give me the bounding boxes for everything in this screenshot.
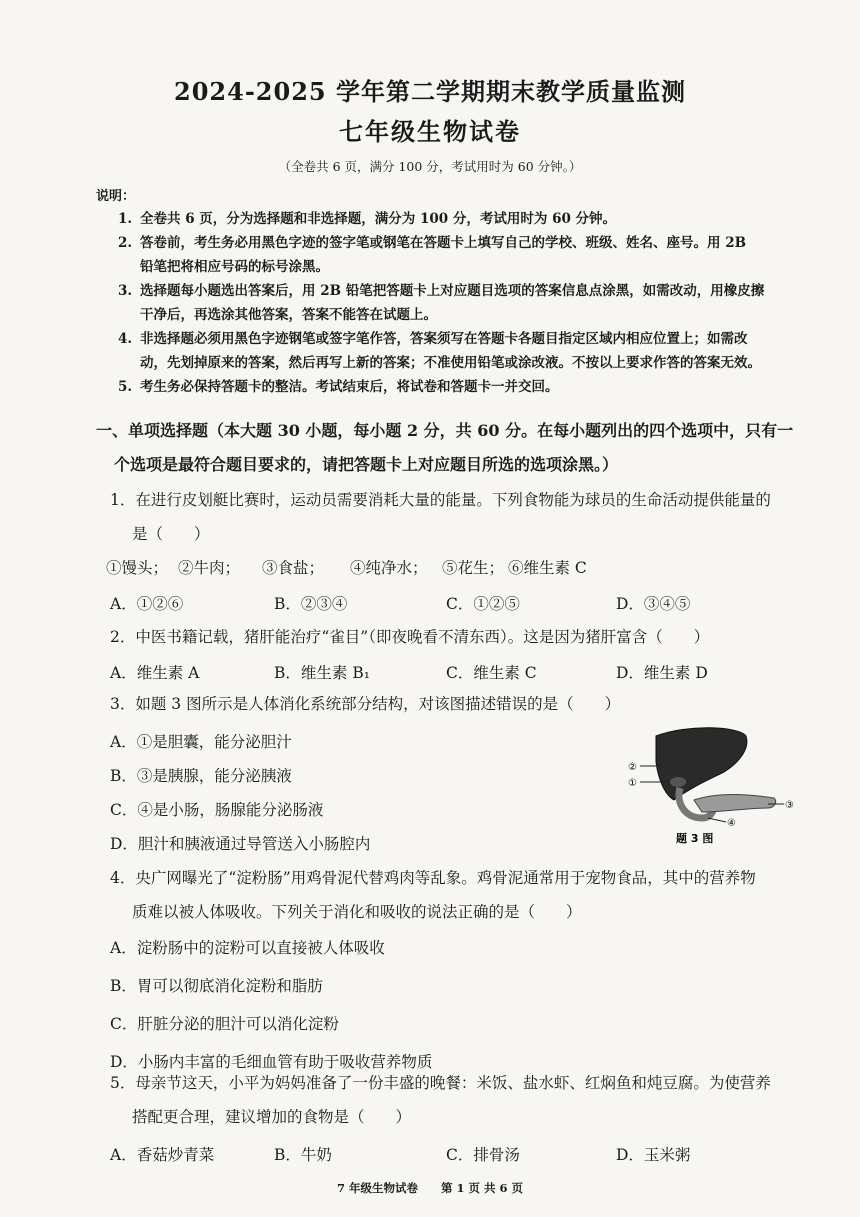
note-text: 考生务必保持答题卡的整洁。考试结束后，将试卷和答题卡一并交回。 — [140, 379, 559, 395]
option-c[interactable]: C．①②⑤ — [446, 595, 520, 613]
option-d[interactable]: D．玉米粥 — [616, 1146, 691, 1164]
figure-label: ① — [628, 778, 637, 789]
page-footer: 7 年级生物试卷 第 1 页 共 6 页 — [336, 1181, 524, 1195]
note-text: 全卷共 6 页，分为选择题和非选择题，满分为 100 分，考试用时为 60 分钟。 — [140, 211, 617, 227]
option-b[interactable]: B．维生素 B₁ — [274, 664, 370, 682]
section-heading-line2: 个选项是最符合题目要求的，请把答题卡上对应题目所选的选项涂黑。） — [114, 455, 619, 474]
note-text: 选择题每小题选出答案后，用 2B 铅笔把答题卡上对应题目选项的答案信息点涂黑，如需改动，用橡皮擦 — [140, 283, 765, 299]
food-item: ⑥维生素 C — [508, 559, 587, 577]
question-4-stem — [110, 861, 820, 929]
note-text: 非选择题必须用黑色字迹钢笔或签字笔作答，答案须写在答题卡各题目指定区域内相应位置上；如需改 — [140, 331, 748, 347]
note-item — [118, 327, 798, 375]
food-item: ④纯净水； — [350, 559, 428, 577]
option-a[interactable]: A．淀粉肠中的淀粉可以直接被人体吸收 — [110, 939, 385, 957]
note-text-cont: 动，先划掉原来的答案，然后再写上新的答案；不准使用铅笔或涂改液。不按以上要求作答的答案无效。 — [140, 355, 761, 371]
note-text: 答卷前，考生务必用黑色字迹的签字笔或钢笔在答题卡上填写自己的学校、班级、姓名、座号。用 2B — [140, 235, 747, 251]
option-a[interactable]: A．维生素 A — [110, 664, 200, 682]
question-1-stem — [110, 483, 810, 551]
option-c[interactable]: C．维生素 C — [446, 664, 537, 682]
note-number: 4. — [118, 331, 133, 347]
option-a[interactable]: A．①是胆囊，能分泌胆汁 — [110, 733, 292, 751]
option-b[interactable]: B．牛奶 — [274, 1146, 332, 1164]
question-4-stem-line2: 质难以被人体吸收。下列关于消化和吸收的说法正确的是（ ） — [132, 903, 582, 921]
gallbladder-shape — [670, 777, 686, 787]
question-1-stem-line1: 1．在进行皮划艇比赛时，运动员需要消耗大量的能量。下列食物能为球员的生命活动提供能量的 — [110, 491, 771, 509]
note-item — [118, 279, 798, 327]
option-d[interactable]: D．③④⑤ — [616, 595, 691, 613]
question-1-options — [110, 592, 736, 614]
note-item — [118, 375, 798, 399]
question-5-stem-line1: 5．母亲节这天，小平为妈妈准备了一份丰盛的晚餐：米饭、盐水虾、红焖鱼和炖豆腐。为使营养 — [110, 1074, 771, 1092]
question-2-options — [110, 661, 746, 683]
question-5-stem-line2: 搭配更合理，建议增加的食物是（ ） — [132, 1108, 412, 1126]
exam-subtitle: （全卷共 6 页，满分 100 分，考试用时为 60 分钟。） — [278, 159, 582, 174]
food-item: ⑤花生； — [442, 559, 505, 577]
option-d[interactable]: D．胆汁和胰液通过导管送入小肠腔内 — [110, 835, 371, 853]
note-number: 3. — [118, 283, 133, 299]
option-b[interactable]: B．③是胰腺，能分泌胰液 — [110, 767, 292, 785]
note-number: 5. — [118, 379, 133, 395]
question-1-items — [106, 556, 628, 578]
section-heading — [96, 414, 806, 482]
figure-label: ④ — [727, 818, 736, 829]
pancreas-shape — [694, 795, 776, 813]
question-2-stem: 2．中医书籍记载，猪肝能治疗“雀目”（即夜晚看不清东西）。这是因为猪肝富含（ ） — [110, 628, 710, 646]
leader-line — [708, 818, 726, 822]
notes-label: 说明： — [96, 189, 136, 204]
option-d[interactable]: D．维生素 D — [616, 664, 708, 682]
question-5-stem — [110, 1066, 820, 1134]
note-text-cont: 铅笔把将相应号码的标号涂黑。 — [140, 259, 329, 275]
food-item: ③食盐； — [262, 559, 325, 577]
exam-subject-title: 七年级生物试卷 — [339, 117, 521, 146]
figure-caption: 题 3 图 — [676, 832, 714, 845]
question-3-options — [110, 725, 590, 861]
food-item: ②牛肉； — [178, 559, 241, 577]
section-heading-line1: 一、单项选择题（本大题 30 小题，每小题 2 分，共 60 分。在每小题列出的四个选项中，只有一 — [96, 421, 794, 440]
liver-shape — [656, 728, 747, 800]
option-b[interactable]: B．胃可以彻底消化淀粉和脂肪 — [110, 977, 323, 995]
food-item: ①馒头； — [106, 559, 169, 577]
note-item — [118, 231, 798, 279]
option-a[interactable]: A．①②⑥ — [110, 595, 184, 613]
question-3-stem: 3．如题 3 图所示是人体消化系统部分结构，对该图描述错误的是（ ） — [110, 695, 621, 713]
option-a[interactable]: A．香菇炒青菜 — [110, 1146, 215, 1164]
note-number: 1. — [118, 211, 133, 227]
notes-list — [118, 207, 798, 399]
figure-label: ② — [628, 762, 637, 773]
digestive-system-figure — [628, 722, 798, 847]
figure-label: ③ — [785, 800, 794, 811]
option-c[interactable]: C．肝脏分泌的胆汁可以消化淀粉 — [110, 1015, 339, 1033]
note-number: 2. — [118, 235, 133, 251]
option-c[interactable]: C．④是小肠，肠腺能分泌肠液 — [110, 801, 324, 819]
liver-pancreas-diagram — [628, 722, 798, 847]
option-c[interactable]: C．排骨汤 — [446, 1146, 520, 1164]
question-1-stem-line2: 是（ ） — [132, 525, 210, 543]
option-b[interactable]: B．②③④ — [274, 595, 348, 613]
note-item — [118, 207, 798, 231]
option-d[interactable]: D．小肠内丰富的毛细血管有助于吸收营养物质 — [110, 1053, 433, 1071]
question-5-options — [110, 1143, 736, 1165]
note-text-cont: 干净后，再选涂其他答案，答案不能答在试题上。 — [140, 307, 437, 323]
question-4-stem-line1: 4．央广网曝光了“淀粉肠”用鸡骨泥代替鸡肉等乱象。鸡骨泥通常用于宠物食品，其中的营养物 — [110, 869, 756, 887]
question-4-options — [110, 929, 810, 1081]
exam-title: 2024-2025 学年第二学期期末教学质量监测 — [174, 77, 686, 106]
